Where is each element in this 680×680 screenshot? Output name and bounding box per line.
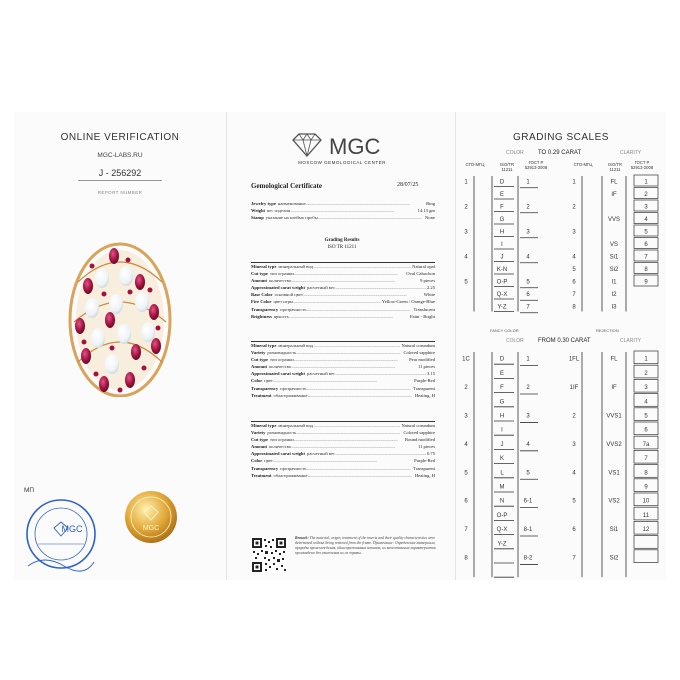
scale-cell: 6 bbox=[644, 241, 648, 248]
row-weight: Weight вес изделия ..... 14.13 gm bbox=[251, 207, 435, 214]
scale-cell: 1 bbox=[464, 179, 468, 186]
scale-cell: 8 bbox=[464, 555, 468, 562]
hologram-sticker bbox=[124, 490, 178, 544]
scale-cell: Y-Z bbox=[497, 541, 507, 548]
scale-cell: 5 bbox=[644, 229, 648, 236]
blue-seal-stamp bbox=[24, 492, 98, 572]
scale-cell: VS bbox=[609, 241, 619, 248]
scale-cell: E bbox=[499, 191, 505, 198]
scale-cell: K-N bbox=[496, 266, 508, 273]
scale-cell: 1 bbox=[572, 179, 576, 186]
scale-cell: 7 bbox=[572, 291, 576, 298]
scale-cell: Si2 bbox=[609, 555, 619, 562]
verification-site[interactable]: MGC-LABS.RU bbox=[97, 152, 143, 159]
scale-cell: IF bbox=[611, 385, 617, 392]
svg-text:MGC: MGC bbox=[142, 525, 160, 532]
scale-cell: 4 bbox=[644, 216, 648, 223]
scale-cell: H bbox=[499, 229, 505, 236]
svg-text:MGC: MGC bbox=[329, 134, 381, 159]
scale-cell: 3 bbox=[464, 413, 468, 420]
jewelry-rows bbox=[251, 200, 435, 221]
scale-cell: J bbox=[500, 441, 504, 448]
scale-cell: 11 bbox=[642, 512, 650, 519]
scale-cell: 5 bbox=[572, 498, 576, 505]
grading-scale-large bbox=[456, 350, 666, 580]
scale-cell: O-P bbox=[496, 279, 508, 286]
scale-cell: 1 bbox=[644, 356, 648, 363]
scale-cell: 4 bbox=[526, 441, 530, 448]
scale-cell: Si2 bbox=[609, 266, 619, 273]
scale-cell: 3 bbox=[644, 204, 648, 211]
scale-cell: 2 bbox=[526, 204, 530, 211]
logo-subtitle: MOSCOW GEMOLOGICAL CENTER bbox=[298, 160, 386, 165]
scale-cell: 6 bbox=[572, 527, 576, 534]
scale-cell: D bbox=[499, 179, 505, 186]
scale-cell: Si1 bbox=[609, 527, 619, 534]
scale-cell: 2 bbox=[644, 370, 648, 377]
scale-cell: 8 bbox=[644, 470, 648, 477]
certificate-panel bbox=[226, 112, 456, 580]
scale-cell: F bbox=[500, 385, 504, 392]
scale-cell: 2 bbox=[464, 385, 468, 392]
scale-cell: 6 bbox=[526, 291, 530, 298]
scale-cell: 1IF bbox=[569, 385, 579, 392]
scale-cell: 5 bbox=[572, 266, 576, 273]
report-number: J - 256292 bbox=[78, 168, 162, 181]
stone2-rows: Mineral type минеральный вид ..... Natural corundum Variety разновидность ..... Colored sapphire Cut type тип огранки ..... Pear modified Amount количество ..... 11 pieces Approximated carat weight расчетный вес ..... 3.15 Color цвет ..... Purple-Red Transparency прозрачность ..... Transparent Treatment облагораживание ..... Heating, H bbox=[251, 342, 435, 399]
scale-cell: VVS2 bbox=[606, 441, 622, 448]
scale-cell: 2 bbox=[526, 385, 530, 392]
scale-cell: 5 bbox=[644, 413, 648, 420]
scale-cell: 4 bbox=[464, 441, 468, 448]
scale-cell: 2 bbox=[644, 191, 648, 198]
scale-cell: VVS bbox=[607, 216, 621, 223]
scale-cell: L bbox=[500, 470, 504, 477]
grading-scale-small bbox=[456, 174, 666, 314]
scale-cell: 8-1 bbox=[523, 527, 533, 534]
scale-cell: 4 bbox=[526, 254, 530, 261]
row-stamp: Stamp указание на клеймо пробы ..... None bbox=[251, 214, 435, 221]
scale-cell: E bbox=[499, 370, 505, 377]
row-jewelry-type: Jewelry type наименование ..... Ring bbox=[251, 200, 435, 207]
scale-cell: 9 bbox=[644, 279, 648, 286]
fancy-color-label: FANCY COLOR bbox=[490, 328, 519, 333]
scale-cell: G bbox=[499, 216, 505, 223]
scale-cell: 4 bbox=[464, 254, 468, 261]
scale-cell: F bbox=[500, 204, 504, 211]
scale-cell: 1 bbox=[644, 179, 648, 186]
scale-cell: 7a bbox=[642, 441, 650, 448]
certificate-date: 28/07/25 bbox=[397, 182, 419, 188]
rejection-label: REJECTION bbox=[596, 328, 619, 333]
scale-cell: 6 bbox=[644, 427, 648, 434]
scale-cell: 1C bbox=[462, 356, 470, 363]
scale-cell: 3 bbox=[464, 229, 468, 236]
scale-cell: 3 bbox=[572, 229, 576, 236]
scale-cell: I3 bbox=[611, 304, 617, 311]
ring-photo bbox=[68, 242, 172, 397]
scale-cell: Q-X bbox=[496, 291, 508, 298]
scale-cell: 9 bbox=[644, 484, 648, 491]
scale-cell: 6 bbox=[572, 279, 576, 286]
scale-cell: 7 bbox=[644, 254, 648, 261]
scale-cell: O-P bbox=[496, 512, 508, 519]
scale-cell: 8 bbox=[644, 266, 648, 273]
scale-cell: 1FL bbox=[568, 356, 580, 363]
scale-cell: 4 bbox=[644, 399, 648, 406]
scale-cell: K bbox=[499, 456, 505, 463]
report-number-label: REPORT NUMBER bbox=[97, 190, 143, 195]
online-verification-title: ONLINE VERIFICATION bbox=[60, 132, 180, 143]
scale-cell: 10 bbox=[642, 498, 650, 505]
scale-cell: N bbox=[499, 498, 505, 505]
svg-text:MGC: MGC bbox=[61, 524, 83, 534]
scale-cell: 4 bbox=[572, 254, 576, 261]
scale-cell: I2 bbox=[611, 291, 617, 298]
scale-cell: G bbox=[499, 399, 505, 406]
scale-cell: 8-2 bbox=[523, 555, 533, 562]
scale-cell: VVS1 bbox=[606, 413, 622, 420]
scale-cell: I bbox=[501, 241, 503, 248]
certificate-sheet bbox=[14, 112, 666, 580]
scale-cell: 1 bbox=[526, 179, 530, 186]
scale-cell: 7 bbox=[464, 527, 468, 534]
scale-cell: VS2 bbox=[608, 498, 620, 505]
scale-cell: 7 bbox=[526, 304, 530, 311]
scale-cell: 7 bbox=[644, 456, 648, 463]
scale-cell: 2 bbox=[572, 413, 576, 420]
scale-cell: 7 bbox=[572, 555, 576, 562]
scale-cell: 2 bbox=[464, 204, 468, 211]
stone3-rows: Mineral type минеральный вид ..... Natural corundum Variety разновидность ..... Colored sapphire Cut type тип огранки ..... Round modified Amount количество ..... 11 pieces Approximated carat weight расчетный вес ..... 0.75 Color цвет ..... Purple-Red Transparency прозрачность ..... Transparent Treatment облагораживание ..... Heating, H bbox=[251, 422, 435, 479]
scale-cell: 5 bbox=[464, 279, 468, 286]
grading-iso: ISO TR 11211 bbox=[327, 245, 357, 250]
scale-cell: 3 bbox=[526, 413, 530, 420]
scale-cell: H bbox=[499, 413, 505, 420]
scale-cell: D bbox=[499, 356, 505, 363]
qr-code[interactable] bbox=[251, 537, 287, 573]
scale-cell: VS1 bbox=[608, 470, 620, 477]
scale-cell: 8 bbox=[572, 304, 576, 311]
stone1-rows: Mineral type минеральный вид ..... Natural opal Cut type тип огранки ..... Oval Cabochon Amount количество ..... 9 pieces Approximated carat weight расчетный вес ..... 2.25 Base Color основной цвет ..... White Fire Color цвет игры ..... Yellow-Green / Orange-Blue Transparency прозрачность ..... Translucent Brightness яркость ..... Faint - Bright bbox=[251, 263, 435, 320]
scale-cell: 2 bbox=[572, 204, 576, 211]
scale-cell: FL bbox=[610, 356, 618, 363]
scale-cell: Q-X bbox=[496, 527, 508, 534]
remark-text: Remark: The material, origin, treatment of the inserts and their quality characteristics were determined without being removed from the frame. Примечание: Определение материала, природы происхождения, облагораживания вставок, их качественных характеристик произведено без извлечения их из оправы. bbox=[295, 536, 436, 555]
scale-cell: 6 bbox=[464, 498, 468, 505]
scale-cell: 4 bbox=[572, 470, 576, 477]
scale-cell: I1 bbox=[611, 279, 617, 286]
scale-cell: 5 bbox=[464, 470, 468, 477]
certificate-title: Gemological Certificate bbox=[251, 182, 322, 190]
scale-cell: 6-1 bbox=[523, 498, 533, 505]
scale-cell: IF bbox=[611, 191, 617, 198]
scale-cell: J bbox=[500, 254, 504, 261]
scale-cell: Y-Z bbox=[497, 304, 507, 311]
verification-panel bbox=[14, 112, 226, 580]
grading-scales-panel: GRADING SCALES COLOR TO 0.29 CARAT CLARITY СТО-МГЦ ISO/TR 11211 ГОСТ Р 52913-2008 СТО-МГЦ ISO/TR 11211 ГОСТ Р 52913-2008 D E F G H I J K-N O-P Q-X Y-Z 1 2 3 4 5 1 2 3 4 5 6 7 FL IF VVS VS Si1 Si2 I1 I2 I3 1 2 3 4 5 6 7 8 1 2 3 4 5 6 7 8 9 FANCY COLOR REJECTION COLOR FROM 0.30 CARAT CLARITY D E F G H I J K L M N O-P Q-X Y-Z 1C 2 3 4 5 6 7 8 1 2 3 4 5 6-1 8-1 8-2 FL IF VVS1 VVS2 VS1 VS2 Si1 Si2 1FL 1IF 2 3 4 5 6 7 1 2 3 4 5 6 7a 7 8 9 10 11 12 bbox=[456, 112, 666, 580]
scale-cell: FL bbox=[610, 179, 618, 186]
grading-scales-title: GRADING SCALES bbox=[513, 132, 609, 143]
stamp-label: МП bbox=[24, 487, 35, 494]
scale-cell: 1 bbox=[526, 356, 530, 363]
scale-cell: 3 bbox=[572, 441, 576, 448]
scale-cell: I bbox=[501, 427, 503, 434]
scale-cell: 3 bbox=[644, 385, 648, 392]
scale-cell: Si1 bbox=[609, 254, 619, 261]
grading-results-title: Grading Results bbox=[324, 238, 360, 243]
scale-cell: 5 bbox=[526, 279, 530, 286]
scale-cell: 5 bbox=[526, 470, 530, 477]
scale-cell: M bbox=[499, 484, 505, 491]
scale-cell: 12 bbox=[642, 527, 650, 534]
scale-cell: 3 bbox=[526, 229, 530, 236]
